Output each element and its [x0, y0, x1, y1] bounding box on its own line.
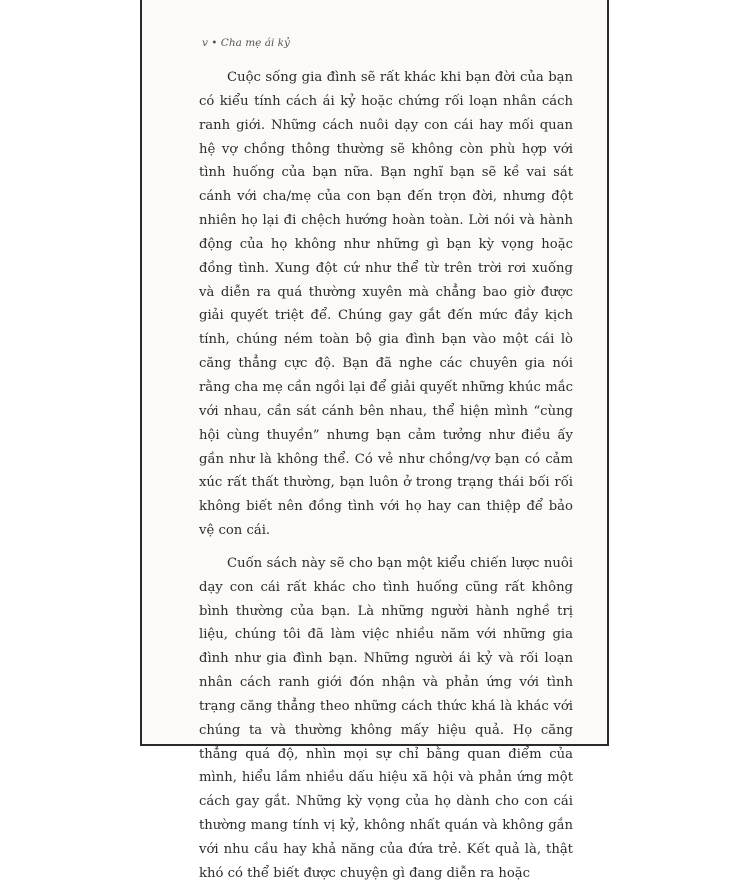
body-text [199, 66, 573, 895]
paragraph-2: Cuốn sách này sẽ cho bạn một kiểu chiến lược nuôi dạy con cái rất khác cho tình huống cũng rất không bình thường của bạn. Là những người hành nghề trị liệu, chúng tôi đã làm việc nhiều năm với những gia đình như gia đình bạn. Những người ái kỷ và rối loạn nhân cách ranh giới đón nhận và phản ứng với tình trạng căng thẳng theo những cách thức khá là khác với chúng ta và thường không mấy hiệu quả. Họ căng thẳng quá độ, nhìn mọi sự chỉ bằng quan điểm của mình, hiểu lầm nhiều dấu hiệu xã hội và phản ứng một cách gay gắt. Những kỳ vọng của họ dành cho con cái thường mang tính vị kỷ, không nhất quán và không gắn với nhu cầu hay khả năng của đứa trẻ. Kết quả là, thật khó có thể biết được chuyện gì đang diễn ra hoặc [199, 555, 573, 881]
paragraph-1: Cuộc sống gia đình sẽ rất khác khi bạn đời của bạn có kiểu tính cách ái kỷ hoặc chứng rối loạn nhân cách ranh giới. Những cách nuôi dạy con cái hay mối quan hệ vợ chồng thông thường sẽ không còn phù hợp với tình huống của bạn nữa. Bạn nghĩ bạn sẽ kề vai sát cánh với cha/mẹ của con bạn đến trọn đời, nhưng đột nhiên họ lại đi chệch hướng hoàn toàn. Lời nói và hành động của họ không như những gì bạn kỳ vọng hoặc đồng tình. Xung đột cứ như thể từ trên trời rơi xuống và diễn ra quá thường xuyên mà chẳng bao giờ được giải quyết triệt để. Chúng gay gắt đến mức đầy kịch tính, chúng ném toàn bộ gia đình bạn vào một cái lò căng thẳng cực độ. Bạn đã nghe các chuyên gia nói rằng cha mẹ cần ngồi lại để giải quyết những khúc mắc với nhau, cần sát cánh bên nhau, thể hiện mình “cùng hội cùng thuyền” nhưng bạn cảm tưởng như điều ấy gần như là không thể. Có vẻ như chồng/vợ bạn có cảm xúc rất thất thường, bạn luôn ở trong trạng thái bối rối không biết nên đồng tình với họ hay can thiệp để bảo vệ con cái. [199, 70, 573, 539]
book-page [140, 0, 609, 881]
running-head: v • Cha mẹ ái kỷ [202, 37, 290, 49]
